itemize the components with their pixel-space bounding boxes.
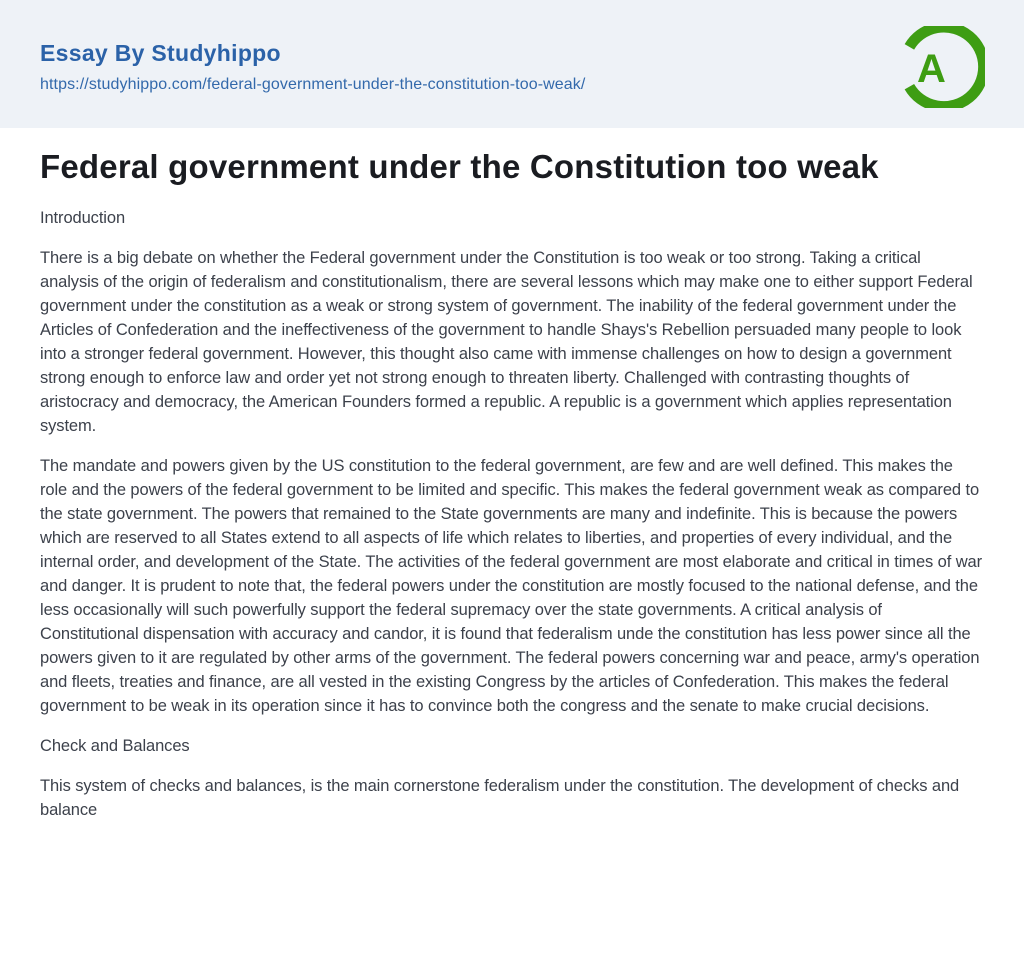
section-label-check-and-balances: Check and Balances [40,737,190,755]
studyhippo-logo-icon [903,26,985,108]
site-header [0,0,1024,128]
header-text-block [40,40,585,94]
essay-paragraph-1: There is a big debate on whether the Federal government under the Constitution is too weak or too strong. Taking a critical analysis of the origin of federalism and constitutionalism, there are several lessons which may make one to either support Federal government under the constitution as a weak or strong system of government. The inability of the federal government under the Articles of Confederation and the ineffectiveness of the government to handle Shays's Rebellion persuaded many people to look into a stronger federal government. However, this thought also came with immense challenges on how to design a government strong enough to enforce law and order yet not strong enough to threaten liberty. Challenged with contrasting thoughts of aristocracy and democracy, the American Founders formed a republic. A republic is a government which applies representation system. [40,249,973,435]
essay-url-link[interactable]: https://studyhippo.com/federal-government-under-the-constitution-too-weak/ [40,76,586,93]
essay-paragraph-2: The mandate and powers given by the US constitution to the federal government, are few and are well defined. This makes the role and the powers of the federal government to be limited and specific. This makes the federal government weak as compared to the state government. The powers that remained to the State governments are many and indefinite. This is because the powers which are reserved to all States extend to all aspects of life which relates to liberties, and properties of every individual, and the internal order, and development of the State. The activities of the federal government are most elaborate and critical in times of war and danger. It is prudent to note that, the federal powers under the constitution are mostly focused to the national defense, and the less occasionally will such powerfully support the federal supremacy over the state governments. A critical analysis of Constitutional dispensation with accuracy and candor, it is found that federalism unde the constitution has less power since all the powers given to it are regulated by other arms of the government. The federal powers concerning war and peace, army's operation and fleets, treaties and finance, are all vested in the existing Congress by the articles of Confederation. This makes the federal government to be weak in its operation since it has to convince both the congress and the senate to make crucial decisions. [40,457,982,715]
logo-letter: A [917,47,946,91]
essay-article [0,128,1024,862]
section-label-introduction: Introduction [40,209,126,227]
essay-paragraph-3: This system of checks and balances, is the main cornerstone federalism under the constitution. The development of checks and balance [40,777,960,819]
essay-title: Federal government under the Constitution too weak [40,148,879,185]
site-title: Essay By Studyhippo [40,40,281,66]
